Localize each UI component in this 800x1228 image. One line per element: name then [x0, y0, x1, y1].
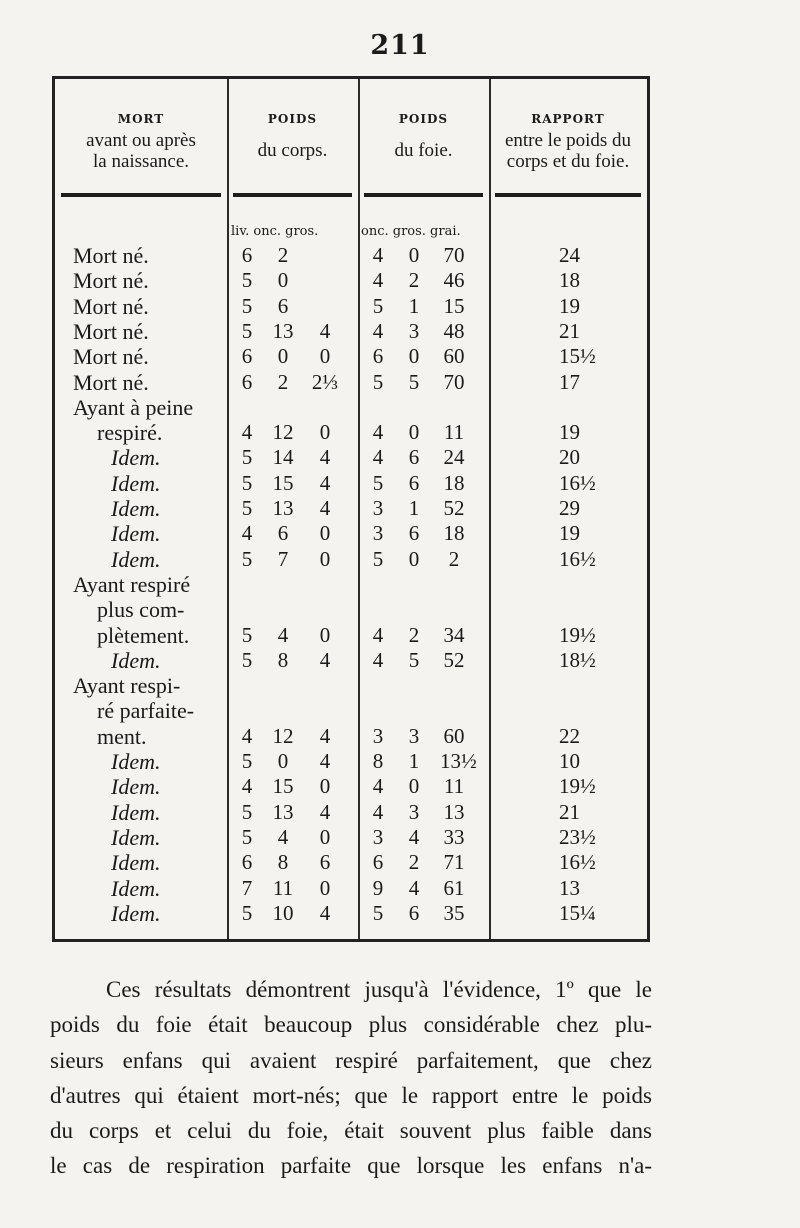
body-weight-value: 15 [272, 774, 294, 799]
row-label: Mort né. [73, 268, 149, 294]
body-weight-value: 6 [277, 293, 289, 318]
table-row [55, 521, 647, 546]
table-row [55, 268, 647, 293]
body-weight-value: 0 [319, 546, 331, 571]
paragraph-line: d'autres qui étaient mort-nés; que le rapport entre le poids [50, 1082, 652, 1108]
liver-weight-value: 11 [443, 774, 465, 799]
row-label: Idem. [111, 875, 161, 901]
row-label: Idem. [111, 470, 161, 496]
liver-weight-value: 5 [408, 369, 420, 394]
liver-weight-value: 2 [408, 268, 420, 293]
body-weight-value: 5 [241, 824, 253, 849]
table-row [55, 344, 647, 369]
liver-weight-value: 5 [372, 900, 384, 925]
header-death-line-1: avant ou après [86, 130, 196, 151]
liver-weight-value: 61 [443, 875, 465, 900]
row-label: Idem. [111, 647, 161, 673]
liver-weight-value: 9 [372, 875, 384, 900]
row-label: Idem. [111, 799, 161, 825]
table-row [55, 547, 647, 572]
ratio-value: 21 [559, 318, 580, 343]
body-weight-value: 4 [241, 521, 253, 546]
header-liver-line: du foie. [394, 140, 453, 161]
table-row [55, 496, 647, 521]
table-row [55, 471, 647, 496]
liver-weight-value: 6 [372, 850, 384, 875]
header-rule [495, 193, 641, 197]
liver-weight-value: 46 [443, 268, 465, 293]
table-row [55, 901, 647, 926]
header-body-weight [227, 109, 358, 161]
body-weight-value: 0 [277, 268, 289, 293]
liver-weight-value: 3 [408, 318, 420, 343]
body-weight-value: 5 [241, 268, 253, 293]
body-weight-value: 5 [241, 496, 253, 520]
body-weight-value: 2 [277, 243, 289, 267]
liver-weight-value: 5 [372, 546, 384, 571]
row-label: plètement. [97, 622, 190, 648]
body-weight-value: 0 [319, 344, 331, 369]
body-weight-value: 5 [241, 749, 253, 773]
body-weight-value: 4 [241, 723, 253, 748]
liver-weight-value: 6 [408, 445, 420, 470]
row-label: ré parfaite- [97, 698, 195, 724]
liver-weight-value: 15 [443, 293, 465, 318]
body-weight-value: 4 [319, 470, 331, 495]
body-weight-value: 0 [319, 420, 331, 445]
liver-weight-value: 52 [443, 496, 465, 520]
ratio-value: 24 [559, 243, 580, 267]
body-weight-value: 13 [272, 799, 294, 824]
body-weight-value: 14 [272, 445, 294, 470]
liver-weight-value: 60 [443, 723, 465, 748]
table-row [55, 774, 647, 799]
liver-weight-value: 1 [408, 293, 420, 318]
body-weight-value: 5 [241, 900, 253, 925]
body-weight-value: 15 [272, 470, 294, 495]
ratio-value: 18 [559, 268, 580, 293]
body-weight-value: 13 [272, 496, 294, 520]
body-weight-value: 10 [272, 900, 294, 925]
row-label: Idem. [111, 774, 161, 800]
units-liver: onc. gros. grai. [361, 224, 461, 239]
paragraph-line: sieurs enfans qui avaient respiré parfaitement, que chez [50, 1047, 652, 1073]
body-weight-value: 4 [319, 723, 331, 748]
body-weight-value: 4 [319, 496, 331, 520]
liver-weight-value: 4 [372, 318, 384, 343]
row-label: Mort né. [73, 243, 149, 268]
row-label: respiré. [97, 420, 163, 446]
table-row [55, 800, 647, 825]
row-label: Mort né. [73, 318, 149, 344]
ratio-value: 19 [559, 293, 580, 318]
row-label: ment. [97, 723, 147, 749]
liver-weight-value: 0 [408, 243, 420, 267]
liver-weight-value: 4 [372, 243, 384, 267]
ratio-value: 19½ [559, 622, 596, 647]
header-rule [61, 193, 221, 197]
liver-weight-value: 70 [443, 243, 465, 267]
ratio-value: 21 [559, 799, 580, 824]
liver-weight-value: 4 [408, 824, 420, 849]
table-row [55, 445, 647, 470]
liver-weight-value: 24 [443, 445, 465, 470]
body-weight-value: 5 [241, 318, 253, 343]
row-label: Mort né. [73, 369, 149, 395]
body-weight-value: 2 [277, 369, 289, 394]
liver-weight-value: 4 [372, 774, 384, 799]
body-weight-value: 6 [277, 521, 289, 546]
table-row [55, 825, 647, 850]
header-death [55, 109, 227, 172]
body-weight-value: 4 [241, 774, 253, 799]
table-row [55, 850, 647, 875]
liver-weight-value: 4 [372, 445, 384, 470]
body-weight-value: 0 [319, 824, 331, 849]
body-weight-value: 5 [241, 799, 253, 824]
row-label: Ayant respi- [73, 673, 181, 699]
liver-weight-value: 0 [408, 420, 420, 445]
ratio-value: 23½ [559, 824, 596, 849]
body-weight-value: 4 [319, 749, 331, 773]
liver-weight-value: 52 [443, 647, 465, 672]
body-weight-value: 5 [241, 445, 253, 470]
liver-weight-value: 1 [408, 496, 420, 520]
table-row [55, 749, 647, 774]
liver-weight-value: 2 [408, 850, 420, 875]
paragraph-line: du corps et celui du foie, était souvent plus faible dans [50, 1118, 652, 1144]
table-row [55, 319, 647, 344]
body-weight-value: 4 [319, 799, 331, 824]
liver-weight-value: 4 [372, 268, 384, 293]
body-weight-value: 4 [319, 445, 331, 470]
liver-weight-value: 5 [372, 369, 384, 394]
liver-weight-value: 13½ [440, 749, 477, 773]
row-label: Idem. [111, 496, 161, 521]
ratio-value: 16½ [559, 546, 596, 571]
liver-weight-value: 18 [443, 521, 465, 546]
liver-weight-value: 4 [372, 420, 384, 445]
row-label: Idem. [111, 749, 161, 774]
body-weight-value: 8 [277, 850, 289, 875]
liver-weight-value: 3 [372, 723, 384, 748]
body-paragraph [50, 972, 652, 1184]
body-weight-value: 5 [241, 293, 253, 318]
liver-weight-value: 35 [443, 900, 465, 925]
header-rule [364, 193, 483, 197]
header-ratio-cap: RAPPORT [531, 112, 605, 126]
table-row [55, 673, 647, 698]
body-weight-value: 6 [319, 850, 331, 875]
ratio-value: 13 [559, 875, 580, 900]
body-weight-value: 0 [319, 521, 331, 546]
liver-weight-value: 34 [443, 622, 465, 647]
page-number: 211 [370, 30, 430, 61]
table-row [55, 395, 647, 420]
ratio-value: 10 [559, 749, 580, 773]
liver-weight-value: 4 [408, 875, 420, 900]
ratio-value: 19 [559, 420, 580, 445]
liver-weight-value: 70 [443, 369, 465, 394]
body-weight-value: 4 [319, 647, 331, 672]
liver-weight-value: 1 [408, 749, 420, 773]
ratio-value: 16½ [559, 470, 596, 495]
body-weight-value: 2⅓ [311, 369, 339, 394]
body-weight-value: 4 [277, 824, 289, 849]
body-weight-value: 5 [241, 546, 253, 571]
table-row [55, 876, 647, 901]
ratio-value: 22 [559, 723, 580, 748]
body-weight-value: 4 [319, 900, 331, 925]
header-ratio [489, 109, 647, 172]
body-weight-value: 6 [241, 850, 253, 875]
table-row [55, 420, 647, 445]
liver-weight-value: 6 [408, 470, 420, 495]
liver-weight-value: 6 [372, 344, 384, 369]
body-weight-value: 13 [272, 318, 294, 343]
header-body-cap: POIDS [267, 112, 318, 126]
table-row [55, 623, 647, 648]
row-label: Ayant à peine [73, 394, 194, 420]
liver-weight-value: 3 [372, 496, 384, 520]
liver-weight-value: 33 [443, 824, 465, 849]
liver-weight-value: 5 [372, 293, 384, 318]
header-body-line: du corps. [257, 140, 328, 161]
body-weight-value: 8 [277, 647, 289, 672]
row-label: Mort né. [73, 293, 149, 319]
liver-weight-value: 11 [443, 420, 465, 445]
paragraph-line: Ces résultats démontrent jusqu'à l'évidence, 1º que le [106, 977, 652, 1002]
liver-weight-value: 4 [372, 799, 384, 824]
header-death-cap: MORT [117, 112, 165, 126]
body-weight-value: 4 [319, 318, 331, 343]
liver-weight-value: 48 [443, 318, 465, 343]
row-label: Idem. [111, 824, 161, 850]
row-label: Idem. [111, 521, 161, 547]
paragraph-line: le cas de respiration parfaite que lorsque les enfans n'a- [50, 1153, 652, 1179]
body-weight-value: 4 [241, 420, 253, 445]
row-label: Idem. [111, 445, 161, 471]
liver-weight-value: 0 [408, 546, 420, 571]
ratio-value: 19½ [559, 774, 596, 799]
liver-weight-value: 0 [408, 344, 420, 369]
ratio-value: 16½ [559, 850, 596, 875]
liver-weight-value: 13 [443, 799, 465, 824]
liver-weight-value: 71 [443, 850, 465, 875]
body-weight-value: 0 [277, 344, 289, 369]
table-row [55, 597, 647, 622]
row-label: Ayant respiré [73, 571, 191, 597]
liver-weight-value: 4 [372, 647, 384, 672]
body-weight-value: 6 [241, 344, 253, 369]
ratio-value: 18½ [559, 647, 596, 672]
row-label: Idem. [111, 850, 161, 876]
liver-weight-value: 3 [372, 521, 384, 546]
body-weight-value: 5 [241, 622, 253, 647]
row-label: Idem. [111, 900, 161, 926]
body-weight-value: 5 [241, 470, 253, 495]
ratio-value: 19 [559, 521, 580, 546]
header-ratio-line-1: entre le poids du [504, 130, 632, 151]
liver-weight-value: 5 [408, 647, 420, 672]
body-weight-value: 7 [241, 875, 253, 900]
table-row [55, 294, 647, 319]
body-weight-value: 0 [277, 749, 289, 773]
body-weight-value: 6 [241, 243, 253, 267]
ratio-value: 20 [559, 445, 580, 470]
paragraph-line: poids du foie était beaucoup plus considérable chez plu- [50, 1012, 652, 1038]
liver-weight-value: 8 [372, 749, 384, 773]
liver-weight-value: 6 [408, 900, 420, 925]
header-liver-weight [358, 109, 489, 161]
body-weight-value: 0 [319, 875, 331, 900]
header-liver-cap: POIDS [398, 112, 449, 126]
ratio-value: 29 [559, 496, 580, 520]
liver-weight-value: 60 [443, 344, 465, 369]
row-label: Idem. [111, 546, 161, 572]
table-row [55, 572, 647, 597]
data-table [52, 76, 650, 942]
table-row [55, 698, 647, 723]
liver-weight-value: 3 [408, 799, 420, 824]
liver-weight-value: 2 [448, 546, 460, 571]
liver-weight-value: 3 [372, 824, 384, 849]
liver-weight-value: 18 [443, 470, 465, 495]
header-rule [233, 193, 352, 197]
table-row [55, 648, 647, 673]
body-weight-value: 12 [272, 723, 294, 748]
ratio-value: 15¼ [559, 900, 596, 925]
body-weight-value: 0 [319, 774, 331, 799]
body-weight-value: 6 [241, 369, 253, 394]
row-label: plus com- [97, 597, 185, 623]
table-row [55, 724, 647, 749]
liver-weight-value: 6 [408, 521, 420, 546]
body-weight-value: 4 [277, 622, 289, 647]
liver-weight-value: 2 [408, 622, 420, 647]
header-ratio-line-2: corps et du foie. [506, 151, 630, 172]
body-weight-value: 11 [272, 875, 294, 900]
body-weight-value: 5 [241, 647, 253, 672]
table-row [55, 243, 647, 268]
row-label: Mort né. [73, 344, 149, 370]
liver-weight-value: 0 [408, 774, 420, 799]
liver-weight-value: 4 [372, 622, 384, 647]
header-death-line-2: la naissance. [92, 151, 189, 172]
table-row [55, 370, 647, 395]
body-weight-value: 12 [272, 420, 294, 445]
ratio-value: 15½ [559, 344, 596, 369]
liver-weight-value: 5 [372, 470, 384, 495]
ratio-value: 17 [559, 369, 580, 394]
body-weight-value: 7 [277, 546, 289, 571]
liver-weight-value: 3 [408, 723, 420, 748]
body-weight-value: 0 [319, 622, 331, 647]
units-body: liv. onc. gros. [231, 224, 319, 239]
